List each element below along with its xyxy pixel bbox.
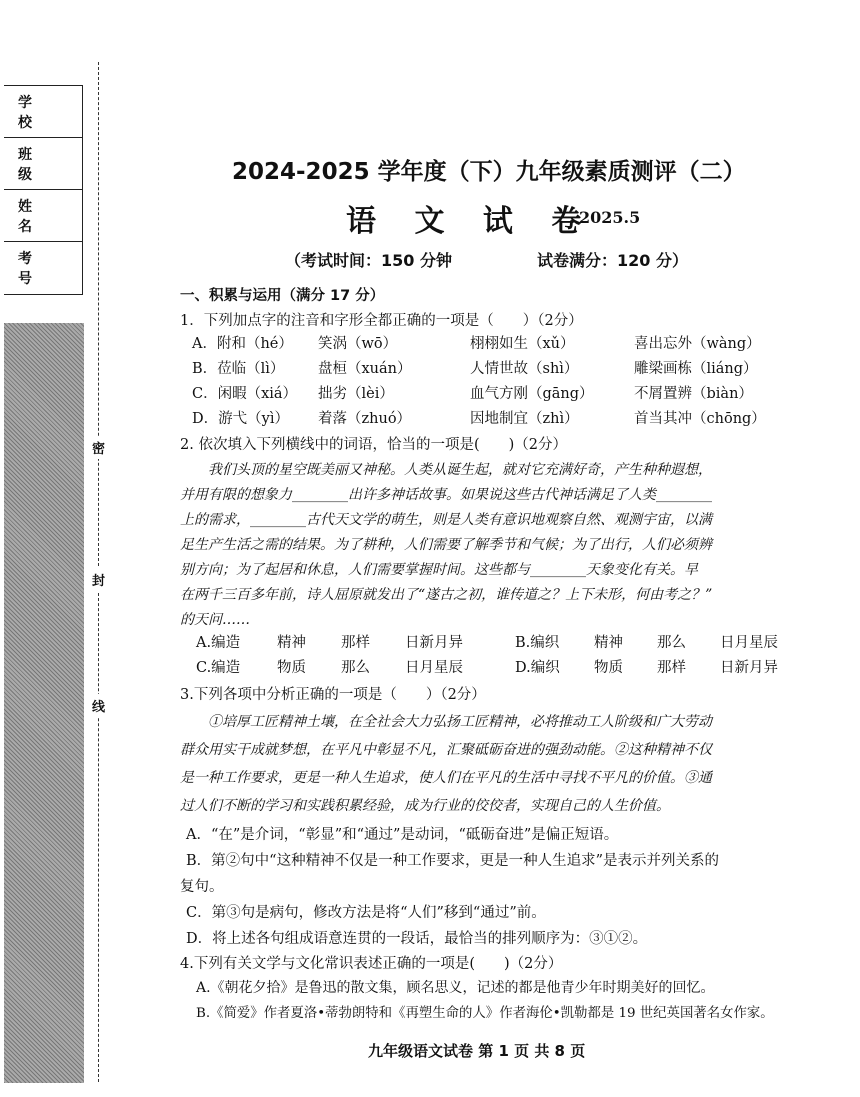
- q1-option-cell: 首当其冲（chōng）: [634, 411, 766, 427]
- exam-time: （考试时间：150 分钟: [285, 251, 452, 270]
- q1-option-cell: 着落（zhuó）: [318, 411, 412, 427]
- q1-option-cell: 拙劣（lèi）: [318, 386, 394, 402]
- q2-option-word: 物质: [594, 660, 623, 676]
- q1-option-cell: 栩栩如生（xǔ）: [470, 336, 575, 352]
- q3-option-d: D．将上述各句组成语意连贯的一段话，最恰当的排列顺序为：③①②。: [186, 931, 648, 947]
- q3-option-b: B．第②句中“这种精神不仅是一种工作要求，更是一种人生追求”是表示并列关系的: [186, 853, 719, 869]
- seal-mi: 密: [92, 436, 105, 459]
- subject-title: 语 文 试 卷: [346, 204, 596, 239]
- name-field: 姓 名: [4, 190, 82, 242]
- q2-passage-line: 上的需求，________古代天文学的萌生，则是人类有意识地观察自然、观测宇宙，以满: [180, 512, 712, 528]
- seal-xian: 线: [92, 694, 105, 717]
- q2-option-word: 日月星辰: [720, 635, 778, 651]
- class-field: 班 级: [4, 138, 82, 190]
- q2-option-word: A.编造: [196, 635, 241, 651]
- q4-option-b: B.《简爱》作者夏洛•蒂勃朗特和《再塑生命的人》作者海伦•凯勒都是 19 世纪英国著名女作家。: [196, 1006, 774, 1021]
- binding-hatch: [4, 323, 84, 1083]
- q2-option-word: 那么: [657, 635, 686, 651]
- q3-passage-line: ①培厚工匠精神土壤，在全社会大力弘扬工匠精神，必将推动工人阶级和广大劳动: [180, 714, 712, 730]
- q2-option-word: 那样: [657, 660, 686, 676]
- q4-stem: 4.下列有关文学与文化常识表述正确的一项是( )（2分）: [180, 956, 563, 972]
- q3-option-c: C．第③句是病句，修改方法是将“人们”移到“通过”前。: [186, 905, 546, 921]
- q1-option-cell: C．闲暇（xiá）: [192, 386, 298, 402]
- section-heading: 一、积累与运用（满分 17 分）: [180, 288, 385, 304]
- school-field: 学 校: [4, 86, 82, 138]
- q2-option-word: D.编织: [515, 660, 560, 676]
- q1-option-cell: 血气方刚（gāng）: [470, 386, 594, 402]
- exam-number-field: 考 号: [18, 250, 46, 287]
- q1-option-cell: 因地制宜（zhì）: [470, 411, 579, 427]
- q2-option-word: 日新月异: [405, 635, 463, 651]
- q2-option-word: 日新月异: [720, 660, 778, 676]
- q2-passage-line: 我们头顶的星空既美丽又神秘。人类从诞生起，就对它充满好奇，产生种种遐想，: [180, 462, 712, 478]
- q2-passage-line: 并用有限的想象力________出许多神话故事。如果说这些古代神话满足了人类________: [180, 487, 712, 503]
- q4-option-a: A.《朝花夕拾》是鲁迅的散文集，顾名思义，记述的都是他青少年时期美好的回忆。: [196, 980, 715, 996]
- q1-option-cell: B．莅临（lì）: [192, 361, 285, 377]
- q2-passage-line: 足生产生活之需的结果。为了耕种，人们需要了解季节和气候；为了出行，人们必须辨: [180, 537, 712, 553]
- q3-stem: 3.下列各项中分析正确的一项是（ ）（2分）: [180, 687, 486, 703]
- q2-option-word: 精神: [594, 635, 623, 651]
- q2-option-word: B.编织: [515, 635, 560, 651]
- q2-option-word: 那么: [341, 660, 370, 676]
- q2-passage-line: 在两千三百多年前，诗人屈原就发出了“遂古之初，谁传道之？上下未形，何由考之？”: [180, 587, 713, 603]
- q1-option-cell: 人情世故（shì）: [470, 361, 579, 377]
- exam-score: 试卷满分：120 分）: [537, 251, 688, 270]
- q3-option-b-cont: 复句。: [180, 879, 224, 895]
- q1-option-cell: A．附和（hé）: [192, 336, 293, 352]
- q3-passage-line: 是一种工作要求，更是一种人生追求，使人们在平凡的生活中寻找不平凡的价值。③通: [180, 770, 712, 786]
- exam-title: 2024-2025 学年度（下）九年级素质测评（二）: [232, 159, 746, 185]
- q2-option-word: 精神: [277, 635, 306, 651]
- q1-option-cell: 笑涡（wō）: [318, 336, 398, 352]
- q1-option-cell: 喜出忘外（wàng）: [634, 336, 761, 352]
- q2-passage-line: 别方向；为了起居和休息，人们需要掌握时间。这些都与________天象变化有关。早: [180, 562, 698, 578]
- q1-option-cell: 雕梁画栋（liáng）: [634, 361, 758, 377]
- q1-option-cell: D．游弋（yì）: [192, 411, 289, 427]
- q2-stem: 2. 依次填入下列横线中的词语，恰当的一项是( )（2分）: [180, 437, 567, 453]
- q3-passage-line: 过人们不断的学习和实践积累经验，成为行业的佼佼者，实现自己的人生价值。: [180, 798, 670, 814]
- page-footer: 九年级语文试卷 第 1 页 共 8 页: [368, 1042, 586, 1060]
- q2-option-word: C.编造: [196, 660, 241, 676]
- q3-option-a: A．“在”是介词，“彰显”和“通过”是动词，“砥砺奋进”是偏正短语。: [186, 827, 619, 843]
- student-info-box: [4, 85, 83, 295]
- q1-option-cell: 盘桓（xuán）: [318, 361, 412, 377]
- q1-stem: 1．下列加点字的注音和字形全都正确的一项是（ ）（2分）: [180, 313, 583, 329]
- q2-option-word: 物质: [277, 660, 306, 676]
- exam-date: 2025.5: [579, 208, 641, 227]
- q3-passage-line: 群众用实干成就梦想，在平凡中彰显不凡，汇聚砥砺奋进的强劲动能。②这种精神不仅: [180, 742, 712, 758]
- q1-option-cell: 不屑置辨（biàn）: [634, 386, 753, 402]
- q2-passage-line: 的天问……: [180, 612, 250, 628]
- seal-feng: 封: [92, 568, 105, 591]
- q2-option-word: 日月星辰: [405, 660, 463, 676]
- q2-option-word: 那样: [341, 635, 370, 651]
